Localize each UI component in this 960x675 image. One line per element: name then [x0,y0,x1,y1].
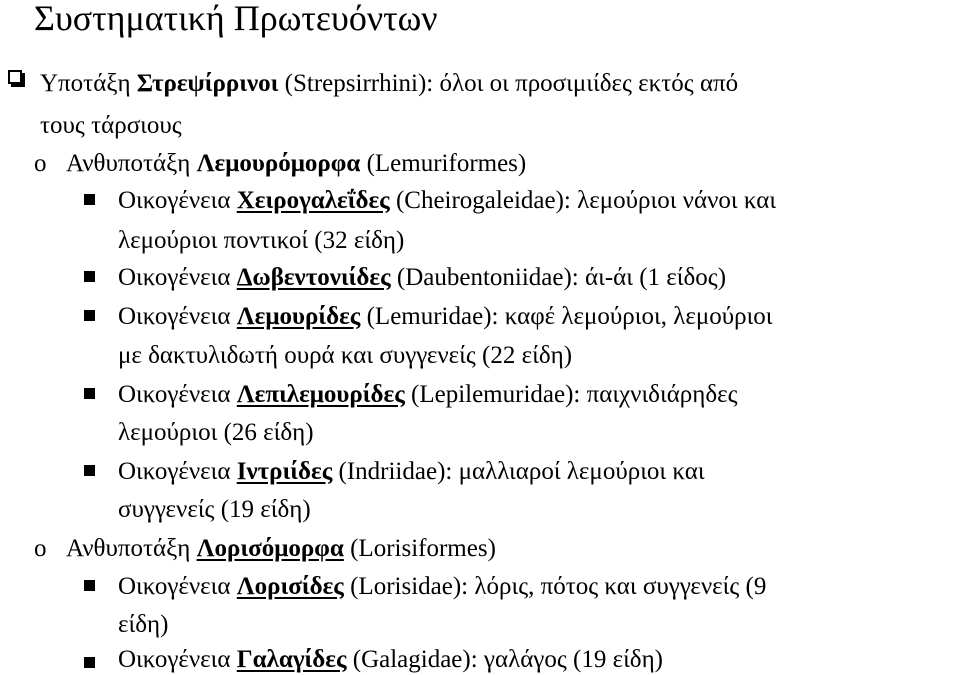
family-lepilemuridae-line2: λεμούριοι (26 είδη) [118,419,314,446]
family-name: Ιντριίδες [236,458,333,485]
square-bullet-icon [84,580,95,591]
family-lorisidae-line2: είδη) [118,611,169,638]
family-lemuridae-line2: με δακτυλιδωτή ουρά και συγγενείς (22 είδη) [118,342,573,369]
suborder-strepsirrhini-line: Υποτάξη Στρεψίρρινοι (Strepsirrhini): όλοι οι προσιμιίδες εκτός από [40,70,739,97]
square-bullet-icon [84,271,95,282]
family-name: Λορισίδες [236,573,344,600]
page-title: Συστηματική Πρωτευόντων [34,0,438,38]
family-indriidae-line2: συγγενείς (19 είδη) [118,496,311,523]
family-name: Δωβεντονιίδες [236,264,391,291]
family-name: Γαλαγίδες [236,646,347,673]
family-indriidae-line: Οικογένεια Ιντριίδες (Indriidae): μαλλιαροί λεμούριοι και [118,458,705,485]
family-name: Λεπιλεμουρίδες [236,381,405,408]
family-lepilemuridae-line: Οικογένεια Λεπιλεμουρίδες (Lepilemuridae): παιχνιδιάρηδες [118,381,738,408]
checkbox-bullet-icon [8,70,22,84]
square-bullet-icon [84,657,95,668]
circle-bullet-icon: o [34,535,47,562]
family-cheirogaleidae-line: Οικογένεια Χειρογαλεΐδες (Cheirogaleidae): λεμούριοι νάνοι και [118,187,777,214]
suborder-strepsirrhini-line2: τους τάρσιους [40,112,182,139]
suborder-name: Στρεψίρρινοι [136,70,279,97]
family-lemuridae-line: Οικογένεια Λεμουρίδες (Lemuridae): καφέ λεμούριοι, λεμούριοι [118,303,773,330]
family-lorisidae-line: Οικογένεια Λορισίδες (Lorisidae): λόρις, πότος και συγγενείς (9 [118,573,767,600]
square-bullet-icon [84,194,95,205]
square-bullet-icon [84,465,95,476]
family-daubentoniidae-line: Οικογένεια Δωβεντονιίδες (Daubentoniidae): άι-άι (1 είδος) [118,264,727,291]
circle-bullet-icon: o [34,150,47,177]
family-name: Λεμουρίδες [236,303,361,330]
family-name: Χειρογαλεΐδες [236,187,390,214]
family-cheirogaleidae-line2: λεμούριοι ποντικοί (32 είδη) [118,227,405,254]
infraorder-lemuriformes-line: Ανθυποτάξη Λεμουρόμορφα (Lemuriformes) [66,150,527,177]
family-galagidae-line: Οικογένεια Γαλαγίδες (Galagidae): γαλάγος (19 είδη) [118,646,663,673]
infraorder-lorisiformes-line: Ανθυποτάξη Λορισόμορφα (Lorisiformes) [66,535,496,562]
infraorder-name: Λεμουρόμορφα [196,150,361,177]
square-bullet-icon [84,388,95,399]
square-bullet-icon [84,310,95,321]
infraorder-name: Λορισόμορφα [196,535,344,562]
